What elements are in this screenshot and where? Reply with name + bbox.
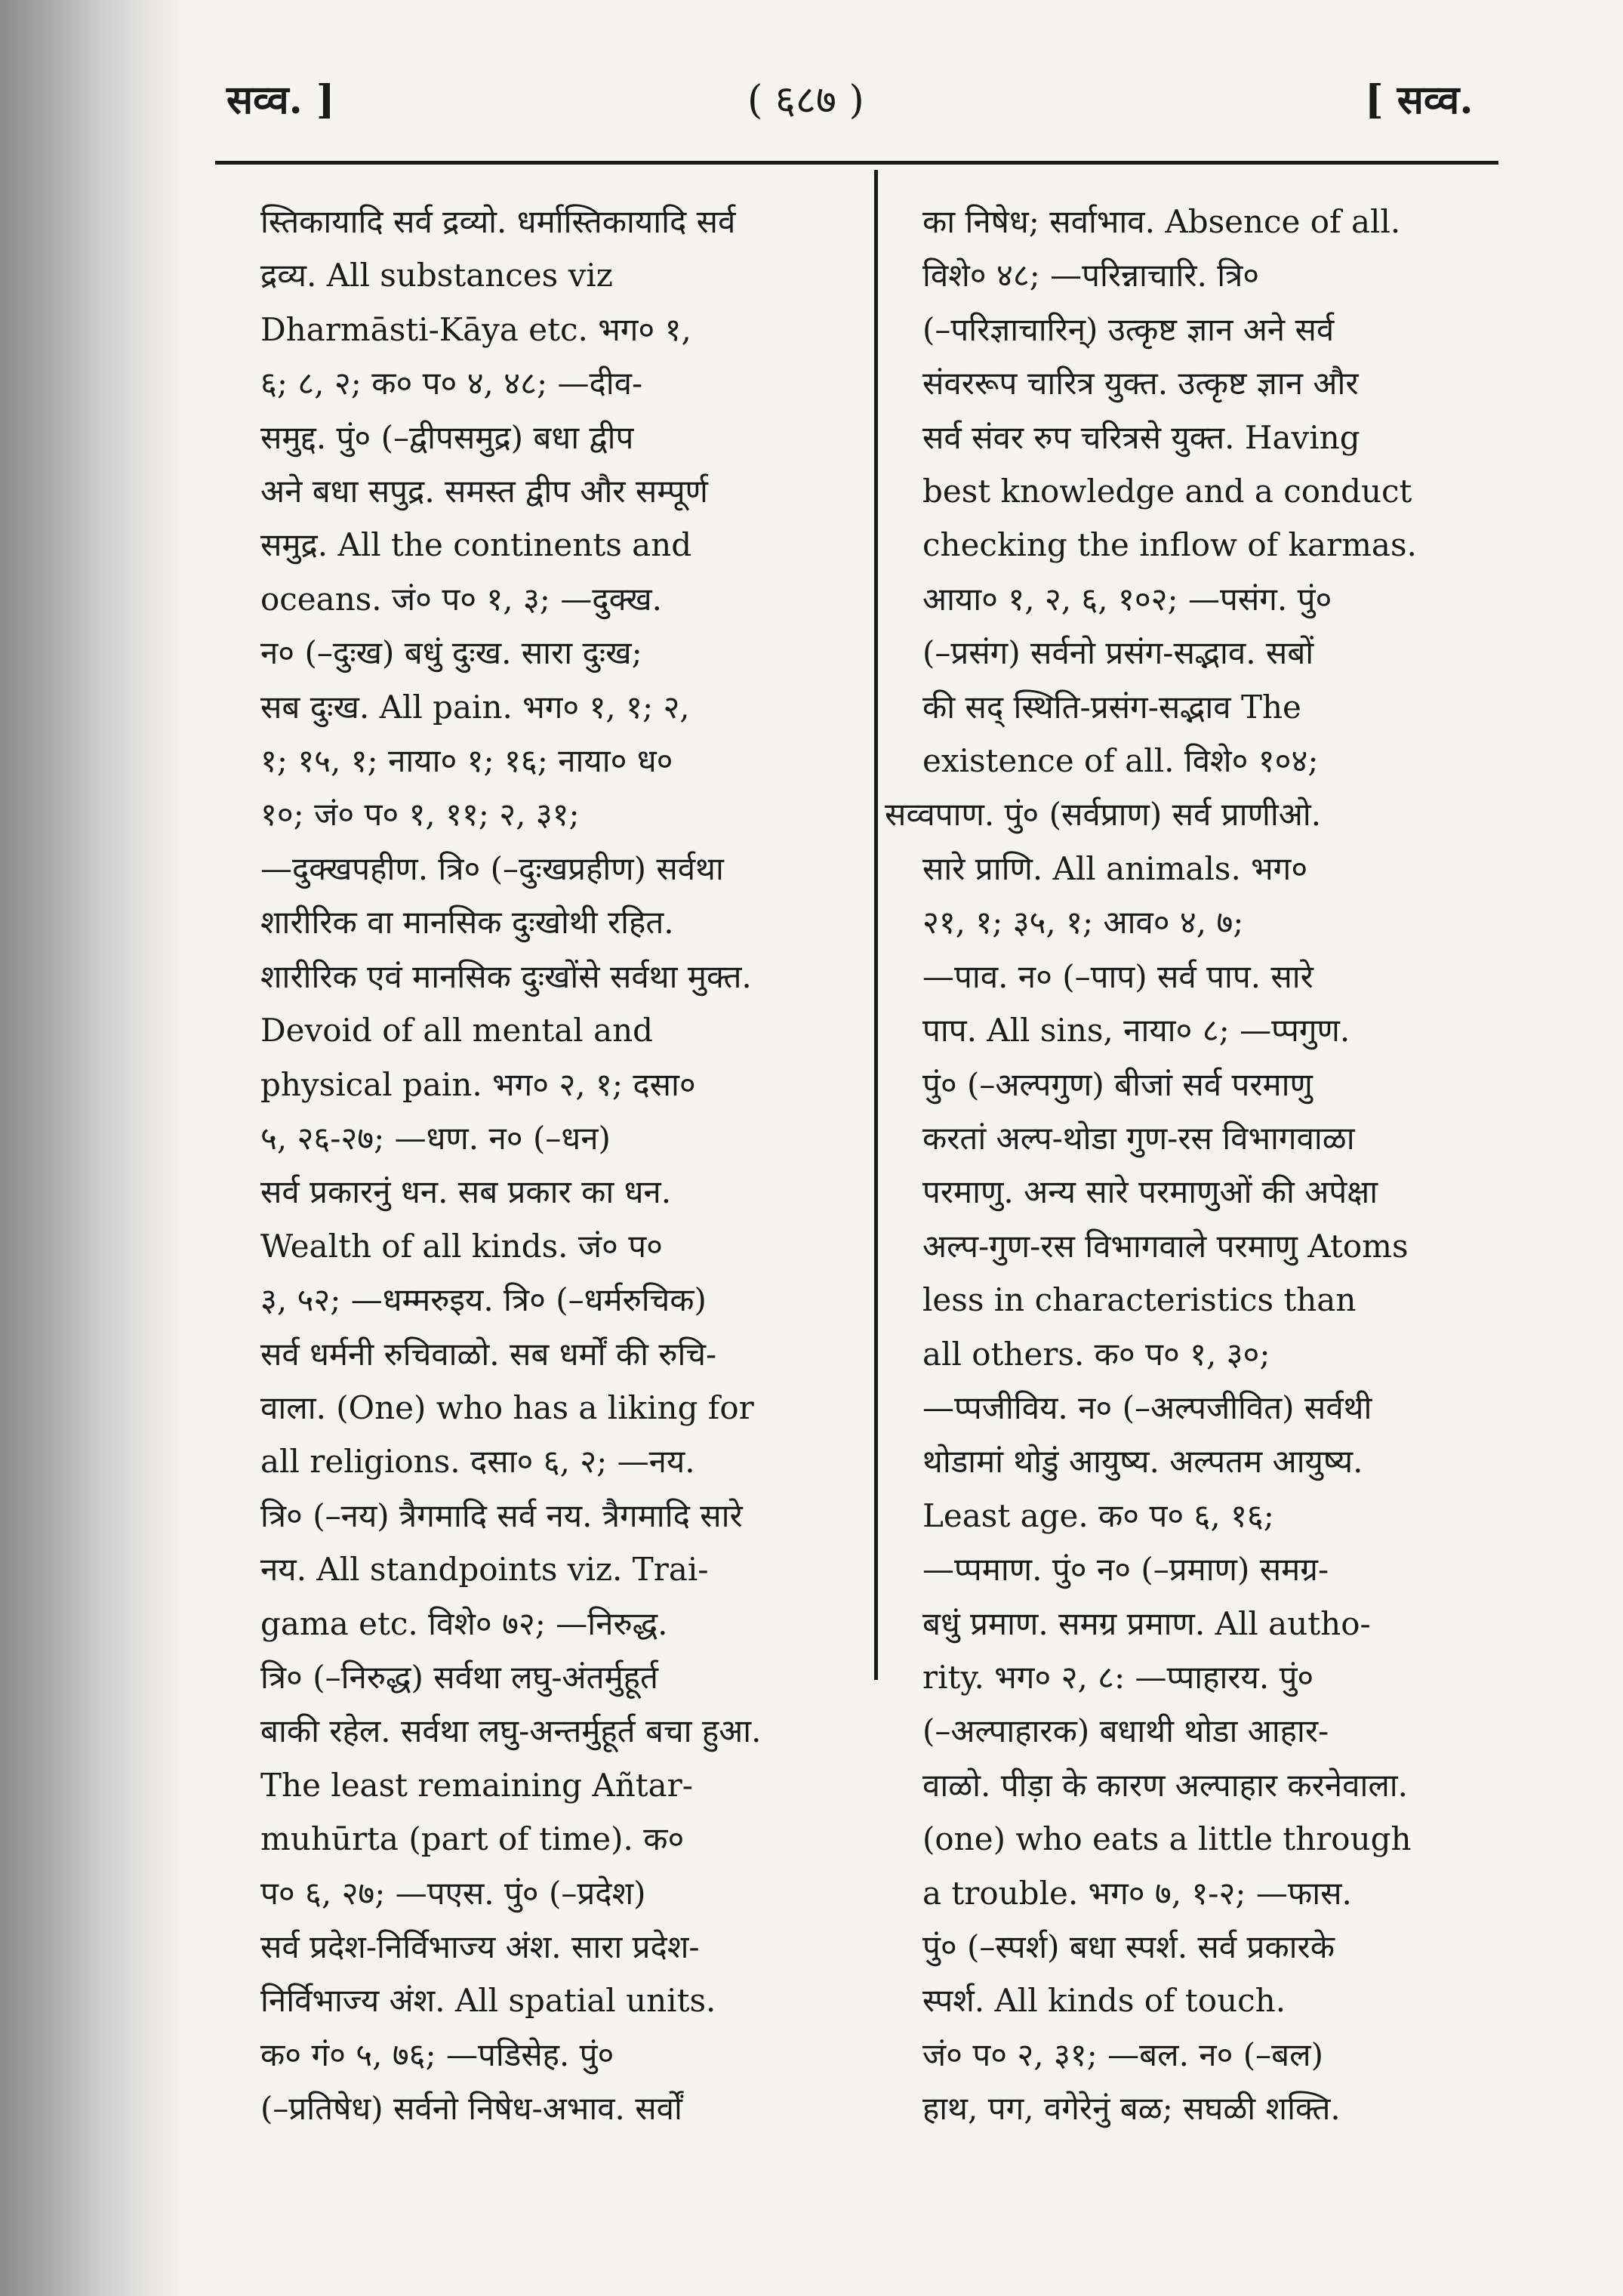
- text-line: —पाव. न० (–पाप) सर्व पाप. सारे: [922, 957, 1313, 995]
- text-line: जं० प० २, ३१; —बल. न० (–बल): [922, 2036, 1324, 2073]
- text-line: (–अल्पाहारक) बधाथी थोडा आहार-: [922, 1712, 1329, 1750]
- text-line: checking the inflow of karmas.: [922, 526, 1417, 564]
- text-line: न० (–दुःख) बधुं दुःख. सारा दुःख;: [260, 634, 642, 672]
- text-line: समुद्र. All the continents and: [260, 526, 692, 564]
- text-line: सर्व प्रदेश-निर्विभाज्य अंश. सारा प्रदेश-: [260, 1928, 700, 1965]
- text-line: पुं० (–स्पर्श) बधा स्पर्श. सर्व प्रकारके: [922, 1928, 1335, 1965]
- text-line: ३, ५२; —धम्मरुइय. त्रि० (–धर्मरुचिक): [260, 1281, 707, 1319]
- text-line: १०; जं० प० १, ११; २, ३१;: [260, 796, 580, 834]
- text-line: (–प्रतिषेध) सर्वनो निषेध-अभाव. सर्वों: [260, 2090, 682, 2128]
- text-line: आया० १, २, ६, १०२; —पसंग. पुं०: [922, 580, 1332, 618]
- text-line: पाप. All sins, नाया० ८; —प्पगुण.: [922, 1012, 1350, 1049]
- text-line: त्रि० (–निरुद्ध) सर्वथा लघु-अंतर्मुहूर्त: [260, 1658, 658, 1696]
- text-line: बाकी रहेल. सर्वथा लघु-अन्तर्मुहूर्त बचा हुआ.: [260, 1712, 762, 1750]
- text-line: rity. भग० २, ८: —प्पाहारय. पुं०: [922, 1658, 1314, 1696]
- header-right-guide-word: [ सव्व.: [1365, 77, 1474, 123]
- text-line: हाथ, पग, वगेरेनुं बळ; सघळी शक्ति.: [922, 2090, 1341, 2128]
- text-line: सव्वपाण. पुं० (सर्वप्राण) सर्व प्राणीओ.: [885, 796, 1322, 834]
- text-line: क० गं० ५, ७६; —पडिसेह. पुं०: [260, 2036, 614, 2073]
- text-line: ६; ८, २; क० प० ४, ४८; —दीव-: [260, 365, 643, 402]
- page-number: ( ६८७ ): [747, 78, 864, 123]
- text-line: सब दुःख. All pain. भग० १, १; २,: [260, 688, 690, 726]
- text-line: समुद्द. पुं० (–द्वीपसमुद्र) बधा द्वीप: [260, 418, 634, 456]
- text-line: gama etc. विशे० ७२; —निरुद्ध.: [260, 1604, 668, 1642]
- text-line: ५, २६-२७; —धण. न० (–धन): [260, 1119, 611, 1157]
- text-line: प० ६, २७; —पएस. पुं० (–प्रदेश): [260, 1874, 646, 1912]
- text-line: स्तिकायादि सर्व द्रव्यो. धर्मास्तिकायादि सर्व: [260, 203, 736, 240]
- text-line: oceans. जं० प० १, ३; —दुक्ख.: [260, 580, 662, 618]
- text-line: नय. All standpoints viz. Trai-: [260, 1551, 709, 1589]
- text-line: परमाणु. अन्य सारे परमाणुओं की अपेक्षा: [922, 1173, 1378, 1211]
- text-line: The least remaining Añtar-: [260, 1766, 693, 1804]
- text-line: Dharmāsti-Kāya etc. भग० १,: [260, 310, 691, 348]
- text-line: existence of all. विशे० १०४;: [922, 742, 1319, 780]
- right-column: [885, 195, 1481, 2136]
- text-line: अने बधा सपुद्र. समस्त द्वीप और सम्पूर्ण: [260, 473, 708, 510]
- text-line: a trouble. भग० ७, १-२; —फास.: [922, 1874, 1352, 1912]
- text-line: best knowledge and a conduct: [922, 473, 1412, 510]
- text-line: अल्प-गुण-रस विभागवाले परमाणु Atoms: [922, 1227, 1409, 1265]
- text-line: physical pain. भग० २, १; दसा०: [260, 1065, 696, 1103]
- text-line: (–प्रसंग) सर्वनो प्रसंग-सद्भाव. सबों: [922, 634, 1314, 672]
- text-line: muhūrta (part of time). क०: [260, 1820, 685, 1858]
- text-line: त्रि० (–नय) त्रैगमादि सर्व नय. त्रैगमादि सारे: [260, 1496, 743, 1534]
- text-line: सारे प्राणि. All animals. भग०: [922, 849, 1308, 887]
- text-line: all others. क० प० १, ३०;: [922, 1335, 1270, 1373]
- text-line: विशे० ४८; —परिन्नाचारि. त्रि०: [922, 257, 1260, 294]
- text-line: १; १५, १; नाया० १; १६; नाया० ध०: [260, 742, 673, 780]
- column-divider: [874, 170, 878, 1680]
- text-line: सर्व धर्मनी रुचिवाळो. सब धर्मों की रुचि-: [260, 1335, 717, 1373]
- text-line: शारीरिक एवं मानसिक दुःखोंसे सर्वथा मुक्त.: [260, 957, 752, 995]
- text-line: (–परिज्ञाचारिन्) उत्कृष्ट ज्ञान अने सर्व: [922, 310, 1335, 348]
- text-line: सर्व संवर रुप चरित्रसे युक्त. Having: [922, 418, 1360, 456]
- text-line: का निषेध; सर्वाभाव. Absence of all.: [922, 203, 1401, 240]
- header-left-guide-word: सव्व. ]: [226, 77, 335, 123]
- text-line: की सद् स्थिति-प्रसंग-सद्भाव The: [922, 688, 1301, 726]
- text-line: (one) who eats a little through: [922, 1820, 1412, 1858]
- text-line: Least age. क० प० ६, १६;: [922, 1496, 1274, 1534]
- text-line: स्पर्श. All kinds of touch.: [922, 1982, 1286, 2020]
- text-line: Wealth of all kinds. जं० प०: [260, 1227, 663, 1265]
- text-line: Devoid of all mental and: [260, 1012, 654, 1049]
- text-line: —प्पमाण. पुं० न० (–प्रमाण) समग्र-: [922, 1551, 1329, 1589]
- book-spine-shadow: [0, 0, 189, 2296]
- text-line: सर्व प्रकारनुं धन. सब प्रकार का धन.: [260, 1173, 672, 1211]
- text-line: शारीरिक वा मानसिक दुःखोथी रहित.: [260, 904, 674, 942]
- text-line: —दुक्खपहीण. त्रि० (–दुःखप्रहीण) सर्वथा: [260, 849, 724, 887]
- left-column: [260, 195, 849, 2136]
- text-line: less in characteristics than: [922, 1281, 1357, 1319]
- text-line: थोडामां थोडुं आयुष्य. अल्पतम आयुष्य.: [922, 1443, 1363, 1481]
- text-line: —प्पजीविय. न० (–अल्पजीवित) सर्वथी: [922, 1388, 1372, 1426]
- text-line: करतां अल्प-थोडा गुण-रस विभागवाळा: [922, 1119, 1355, 1157]
- text-line: पुं० (–अल्पगुण) बीजां सर्व परमाणु: [922, 1065, 1313, 1103]
- text-line: all religions. दसा० ६, २; —नय.: [260, 1443, 695, 1481]
- text-line: वाळो. पीड़ा के कारण अल्पाहार करनेवाला.: [922, 1766, 1409, 1804]
- text-line: द्रव्य. All substances viz: [260, 257, 613, 294]
- text-line: वाला. (One) who has a liking for: [260, 1388, 754, 1426]
- text-line: बधुं प्रमाण. समग्र प्रमाण. All autho-: [922, 1604, 1371, 1642]
- text-line: संवररूप चारित्र युक्त. उत्कृष्ट ज्ञान और: [922, 365, 1359, 402]
- text-line: २१, १; ३५, १; आव० ४, ७;: [922, 904, 1244, 942]
- text-line: निर्विभाज्य अंश. All spatial units.: [260, 1982, 716, 2020]
- header-rule: [215, 161, 1498, 165]
